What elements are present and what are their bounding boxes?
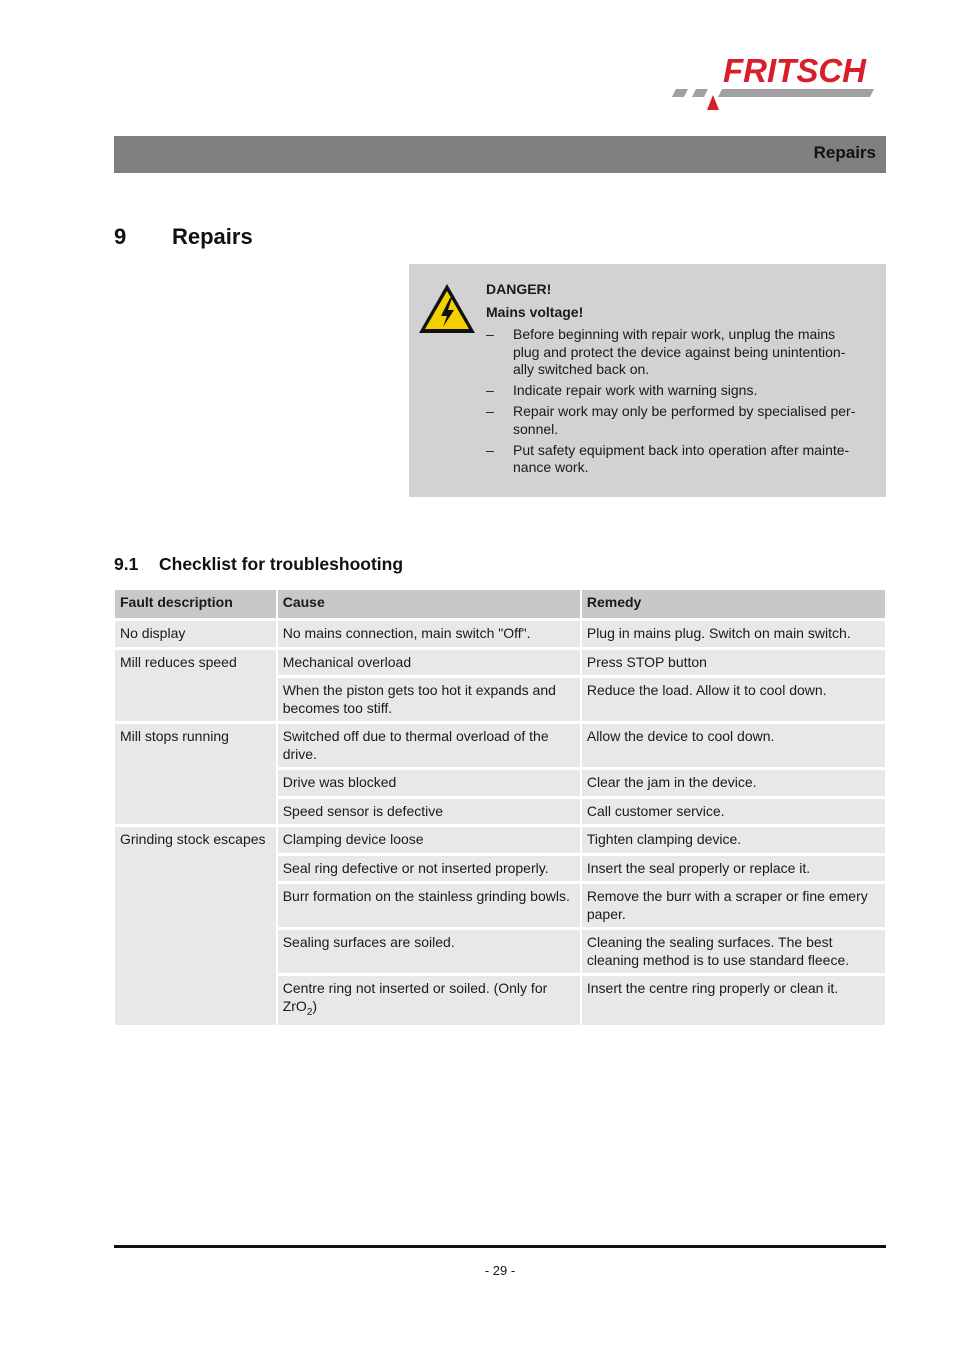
cause-subscript: 2: [306, 1006, 313, 1018]
cause-cell: Mechanical overload: [278, 650, 580, 676]
section-header-bar: [114, 136, 886, 173]
danger-subtitle: Mains voltage!: [486, 303, 584, 320]
table-row: [115, 827, 885, 853]
column-header-cause: Cause: [278, 590, 580, 618]
cause-cell: [278, 976, 580, 1025]
dash-bullet: –: [486, 326, 494, 342]
danger-list: [486, 326, 878, 477]
remedy-cell: Insert the centre ring properly or clean it.: [582, 976, 885, 1025]
remedy-cell: Call customer service.: [582, 799, 885, 825]
table-row: [115, 724, 885, 767]
danger-item-line: nance work.: [513, 459, 589, 475]
cause-cell: Sealing surfaces are soiled.: [278, 930, 580, 973]
danger-list-item: [486, 326, 878, 379]
danger-list-item: [486, 403, 878, 438]
cause-cell: Seal ring defective or not inserted properly.: [278, 856, 580, 882]
fault-cell: Mill stops running: [115, 724, 276, 824]
troubleshooting-table: [113, 587, 887, 1028]
section-number: 9.1: [114, 554, 139, 574]
cause-text-end: ): [312, 997, 318, 1014]
danger-item-line: sonnel.: [513, 420, 559, 437]
fault-cell: No display: [115, 621, 276, 647]
remedy-cell: Allow the device to cool down.: [582, 724, 885, 767]
dash-bullet: –: [486, 403, 494, 419]
cause-cell: Switched off due to thermal overload of the drive.: [278, 724, 580, 767]
danger-title: DANGER!: [486, 281, 552, 297]
fritsch-logo: [668, 52, 888, 112]
danger-item-line: Before beginning with repair work, unplug the mains: [513, 326, 836, 342]
column-header-fault: Fault description: [115, 590, 276, 618]
page-number: - 29 -: [484, 1263, 516, 1278]
danger-list-item: [486, 382, 878, 400]
section-heading: [114, 554, 403, 575]
remedy-cell: Reduce the load. Allow it to cool down.: [582, 678, 885, 721]
logo-text: FRITSCH: [723, 52, 866, 89]
danger-item-line: plug and protect the device against being unintention-: [513, 343, 846, 360]
chapter-number: 9: [114, 224, 127, 249]
table-body: [115, 621, 885, 1025]
header-section-label: Repairs: [813, 143, 876, 162]
danger-item-line: ally switched back on.: [513, 361, 650, 377]
fault-cell: Grinding stock escapes: [115, 827, 276, 1025]
high-voltage-warning-icon: [417, 282, 477, 336]
remedy-cell: Cleaning the sealing surfaces. The best cleaning method is to use standard fleece.: [582, 930, 885, 973]
remedy-cell: Tighten clamping device.: [582, 827, 885, 853]
danger-notice: [409, 264, 886, 497]
remedy-cell: Insert the seal properly or replace it.: [582, 856, 885, 882]
fault-cell: Mill reduces speed: [115, 650, 276, 722]
cause-cell: No mains connection, main switch "Off".: [278, 621, 580, 647]
cause-cell: Burr formation on the stainless grinding bowls.: [278, 884, 580, 927]
danger-item-line: Put safety equipment back into operation after mainte-: [513, 441, 850, 458]
danger-list-item: [486, 442, 878, 477]
remedy-cell: Remove the burr with a scraper or fine emery paper.: [582, 884, 885, 927]
remedy-cell: Plug in mains plug. Switch on main switch.: [582, 621, 885, 647]
table-header-row: [115, 590, 885, 618]
footer-rule: [114, 1245, 886, 1248]
dash-bullet: –: [486, 441, 494, 458]
danger-item-line: Indicate repair work with warning signs.: [513, 382, 758, 398]
cause-cell: When the piston gets too hot it expands and becomes too stiff.: [278, 678, 580, 721]
table-row: [115, 621, 885, 647]
dash-bullet: –: [486, 382, 494, 398]
cause-cell: Drive was blocked: [278, 770, 580, 796]
column-header-remedy: Remedy: [582, 590, 885, 618]
section-title: Checklist for troubleshooting: [159, 554, 404, 574]
table-row: [115, 650, 885, 676]
chapter-heading: [114, 224, 253, 250]
remedy-cell: Press STOP button: [582, 650, 885, 676]
cause-text: Centre ring not inserted or soiled. (Only for ZrO: [282, 980, 548, 1014]
danger-item-line: Repair work may only be performed by specialised per-: [513, 403, 856, 419]
cause-cell: Clamping device loose: [278, 827, 580, 853]
cause-cell: Speed sensor is defective: [278, 799, 580, 825]
remedy-cell: Clear the jam in the device.: [582, 770, 885, 796]
chapter-title: Repairs: [172, 224, 253, 249]
